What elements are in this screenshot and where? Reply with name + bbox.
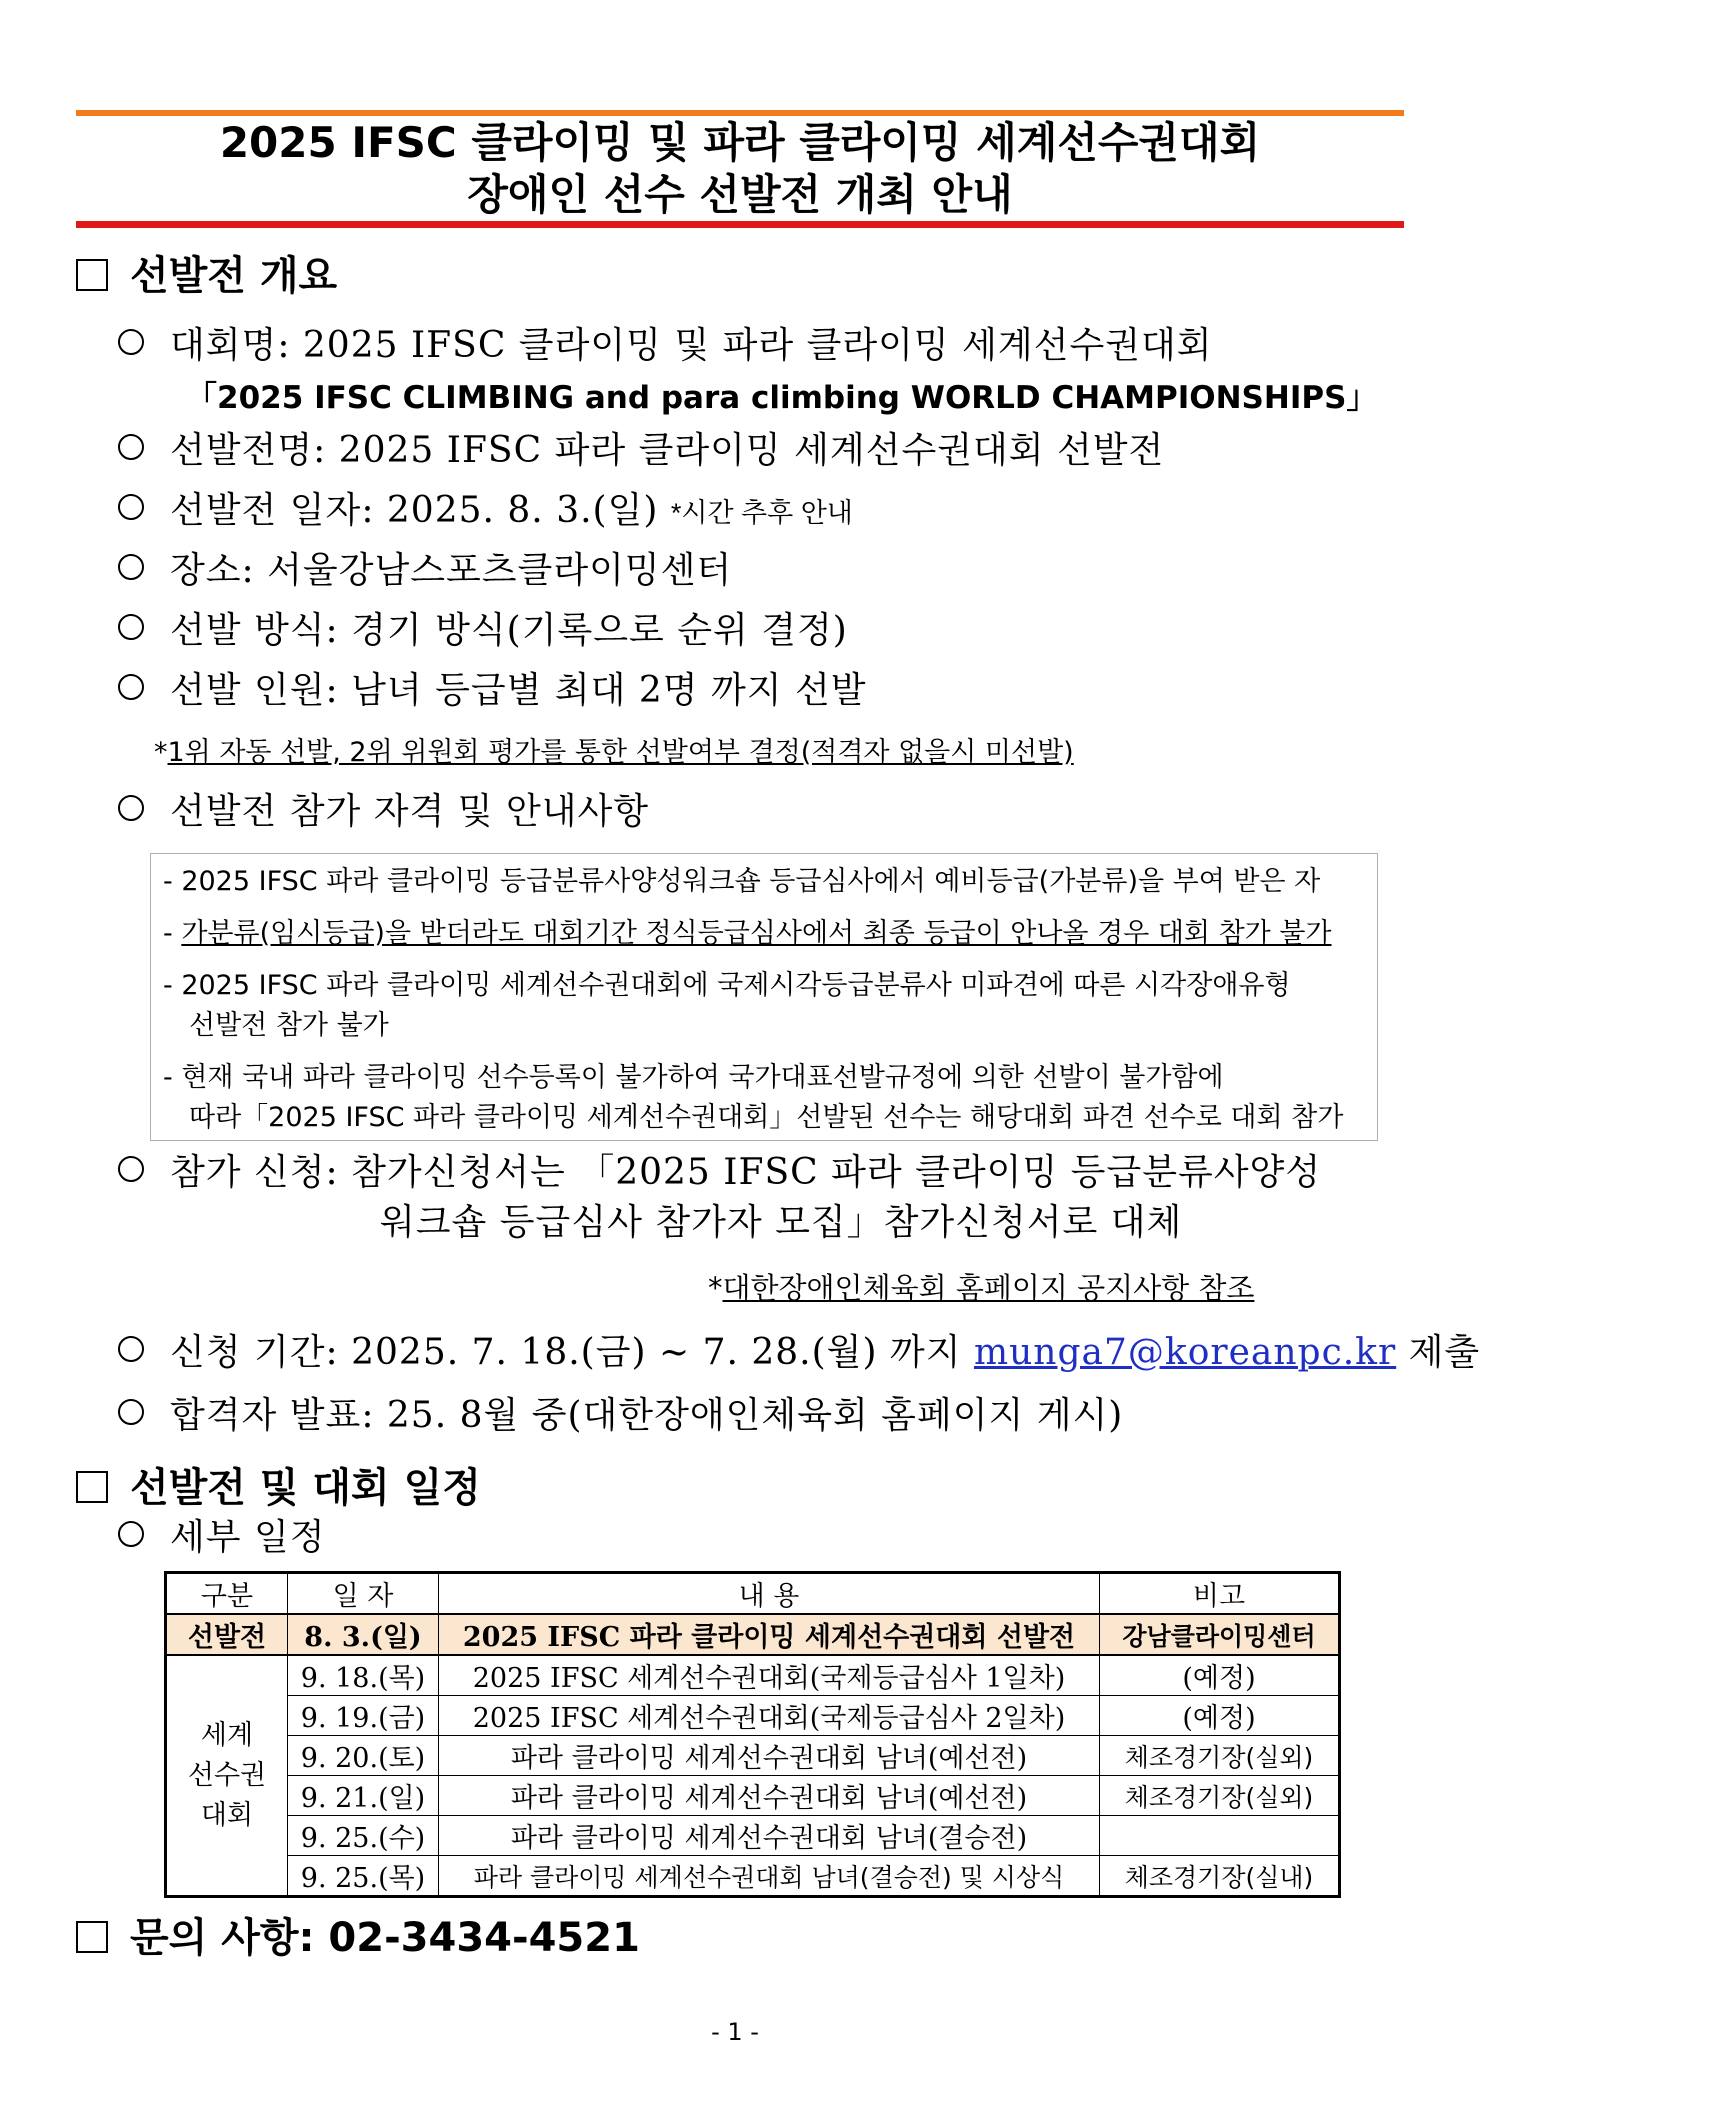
table-header-row — [166, 1573, 1340, 1615]
schedule-detail-text: 세부 일정 — [170, 1517, 326, 1558]
cell-date: 9. 20.(토) — [288, 1736, 439, 1776]
event-name-english: 「2025 IFSC CLIMBING and para climbing WORLD CHAMPIONSHIPS」 — [186, 380, 1378, 416]
qual-item-4-line2: 따라「2025 IFSC 파라 클라이밍 세계선수권대회」선발된 선수는 해당대회 파견 선수로 대회 참가 — [189, 1102, 1344, 1133]
checkbox-square-icon — [76, 1921, 108, 1953]
cell-note: (예정) — [1100, 1696, 1340, 1736]
table-row — [166, 1816, 1340, 1856]
circle-bullet-icon — [118, 1399, 144, 1425]
quota-text: 선발 인원: 남녀 등급별 최대 2명 까지 선발 — [170, 670, 867, 711]
period-submit-text: 제출 — [1408, 1332, 1481, 1373]
section-schedule-heading — [76, 1463, 481, 1513]
item-schedule-detail — [118, 1515, 326, 1561]
table-row — [166, 1776, 1340, 1816]
cell-date: 9. 25.(목) — [288, 1856, 439, 1897]
qual-item-3 — [163, 966, 1365, 1046]
table-row — [166, 1736, 1340, 1776]
item-qualification — [118, 789, 649, 835]
table-row-selection — [166, 1614, 1340, 1655]
apply-note — [708, 1270, 1254, 1306]
selection-date-text: 선발전 일자: 2025. 8. 3.(일) — [170, 490, 659, 531]
qual-item-4-line1: - 현재 국내 파라 클라이밍 선수등록이 불가하여 국가대표선발규정에 의한 선발이 불가함에 — [163, 1062, 1224, 1093]
qualification-box — [150, 853, 1378, 1141]
cell-date: 9. 18.(목) — [288, 1655, 439, 1696]
method-text: 선발 방식: 경기 방식(기록으로 순위 결정) — [170, 610, 848, 651]
circle-bullet-icon — [118, 1156, 144, 1182]
circle-bullet-icon — [118, 1521, 144, 1547]
quota-note — [154, 735, 1074, 771]
cell-date: 9. 19.(금) — [288, 1696, 439, 1736]
checkbox-square-icon — [76, 1471, 108, 1503]
apply-note-star: * — [708, 1271, 723, 1305]
title-top-bar — [76, 110, 1404, 116]
circle-bullet-icon — [118, 1336, 144, 1362]
circle-bullet-icon — [118, 674, 144, 700]
cell-content: 2025 IFSC 세계선수권대회(국제등급심사 1일차) — [439, 1655, 1100, 1696]
cell-note — [1100, 1816, 1340, 1856]
item-event-name — [118, 323, 1213, 369]
cell-note: 강남클라이밍센터 — [1100, 1614, 1340, 1655]
qual-item-1: - 2025 IFSC 파라 클라이밍 등급분류사양성워크숍 등급심사에서 예비등급(가분류)을 부여 받은 자 — [163, 866, 1321, 897]
title-bottom-bar — [76, 221, 1404, 228]
document-title-line2: 장애인 선수 선발전 개최 안내 — [467, 170, 1013, 219]
event-name-text: 대회명: 2025 IFSC 클라이밍 및 파라 클라이밍 세계선수권대회 — [170, 325, 1213, 366]
section-overview-title: 선발전 개요 — [130, 253, 338, 299]
circle-bullet-icon — [118, 614, 144, 640]
item-period — [118, 1330, 1480, 1376]
item-quota — [118, 668, 867, 714]
cell-content: 파라 클라이밍 세계선수권대회 남녀(예선전) — [439, 1736, 1100, 1776]
circle-bullet-icon — [118, 329, 144, 355]
item-selection-name — [118, 428, 1164, 474]
quota-note-text: 1위 자동 선발, 2위 위원회 평가를 통한 선발여부 결정(적격자 없을시 미선발) — [167, 737, 1074, 768]
cell-note: 체조경기장(실외) — [1100, 1776, 1340, 1816]
venue-text: 장소: 서울강남스포츠클라이밍센터 — [170, 550, 733, 591]
qual-item-2 — [163, 914, 1365, 954]
cell-date: 8. 3.(일) — [288, 1614, 439, 1655]
apply-text-line1: 참가 신청: 참가신청서는 「2025 IFSC 파라 클라이밍 등급분류사양성 — [170, 1152, 1322, 1193]
cell-date: 9. 21.(일) — [288, 1776, 439, 1816]
cell-content: 파라 클라이밍 세계선수권대회 남녀(결승전) — [439, 1816, 1100, 1856]
quota-note-star: * — [154, 737, 168, 768]
circle-bullet-icon — [118, 554, 144, 580]
cell-note: (예정) — [1100, 1655, 1340, 1696]
group-label-line1: 세계 — [200, 1719, 254, 1751]
group-label-line3: 대회 — [200, 1799, 254, 1831]
circle-bullet-icon — [118, 494, 144, 520]
announce-text: 합격자 발표: 25. 8월 중(대한장애인체육회 홈페이지 게시) — [170, 1395, 1124, 1436]
section-overview-heading — [76, 251, 337, 301]
qual-item-4 — [163, 1058, 1365, 1138]
selection-name-text: 선발전명: 2025 IFSC 파라 클라이밍 세계선수권대회 선발전 — [170, 430, 1165, 471]
cell-category: 선발전 — [166, 1614, 288, 1655]
group-label-line2: 선수권 — [187, 1759, 267, 1791]
cell-note: 체조경기장(실외) — [1100, 1736, 1340, 1776]
section-contact-title: 문의 사항: 02-3434-4521 — [130, 1915, 640, 1961]
apply-text-line2: 워크숍 등급심사 참가자 모집」참가신청서로 대체 — [380, 1202, 1183, 1243]
cell-date: 9. 25.(수) — [288, 1816, 439, 1856]
qual-item-3-line2: 선발전 참가 불가 — [189, 1010, 389, 1041]
circle-bullet-icon — [118, 434, 144, 460]
cell-content: 파라 클라이밍 세계선수권대회 남녀(예선전) — [439, 1776, 1100, 1816]
cell-content: 파라 클라이밍 세계선수권대회 남녀(결승전) 및 시상식 — [439, 1856, 1100, 1897]
col-date: 일 자 — [288, 1573, 439, 1615]
qual-item-3-line1: - 2025 IFSC 파라 클라이밍 세계선수권대회에 국제시각등급분류사 미파견에 따른 시각장애유형 — [163, 970, 1291, 1001]
date-note: *시간 추후 안내 — [670, 498, 853, 528]
schedule-table — [164, 1571, 1341, 1898]
circle-bullet-icon — [118, 795, 144, 821]
document-title-line1: 2025 IFSC 클라이밍 및 파라 클라이밍 세계선수권대회 — [219, 118, 1261, 167]
item-announce — [118, 1393, 1123, 1439]
col-note: 비고 — [1100, 1573, 1340, 1615]
apply-note-text: 대한장애인체육회 홈페이지 공지사항 참조 — [722, 1271, 1255, 1305]
page-number: - 1 - — [711, 2018, 759, 2046]
cell-group-label — [166, 1655, 288, 1897]
checkbox-square-icon — [76, 259, 108, 291]
qual-item-2-dash: - — [163, 918, 182, 949]
item-apply — [118, 1150, 1321, 1196]
table-row — [166, 1655, 1340, 1696]
cell-content: 2025 IFSC 세계선수권대회(국제등급심사 2일차) — [439, 1696, 1100, 1736]
section-schedule-title: 선발전 및 대회 일정 — [130, 1465, 481, 1511]
item-venue — [118, 548, 732, 594]
cell-content: 2025 IFSC 파라 클라이밍 세계선수권대회 선발전 — [439, 1614, 1100, 1655]
email-link[interactable]: munga7@koreanpc.kr — [973, 1332, 1397, 1373]
period-text: 신청 기간: 2025. 7. 18.(금) ~ 7. 28.(월) 까지 — [170, 1332, 962, 1373]
cell-note: 체조경기장(실내) — [1100, 1856, 1340, 1897]
item-selection-date — [118, 488, 853, 536]
qual-item-2-text: 가분류(임시등급)을 받더라도 대회기간 정식등급심사에서 최종 등급이 안나올 경우 대회 참가 불가 — [181, 918, 1332, 949]
col-content: 내 용 — [439, 1573, 1100, 1615]
item-method — [118, 608, 848, 654]
col-category: 구분 — [166, 1573, 288, 1615]
qualification-text: 선발전 참가 자격 및 안내사항 — [170, 791, 650, 832]
table-row — [166, 1696, 1340, 1736]
section-contact-heading — [76, 1913, 640, 1963]
table-row — [166, 1856, 1340, 1897]
